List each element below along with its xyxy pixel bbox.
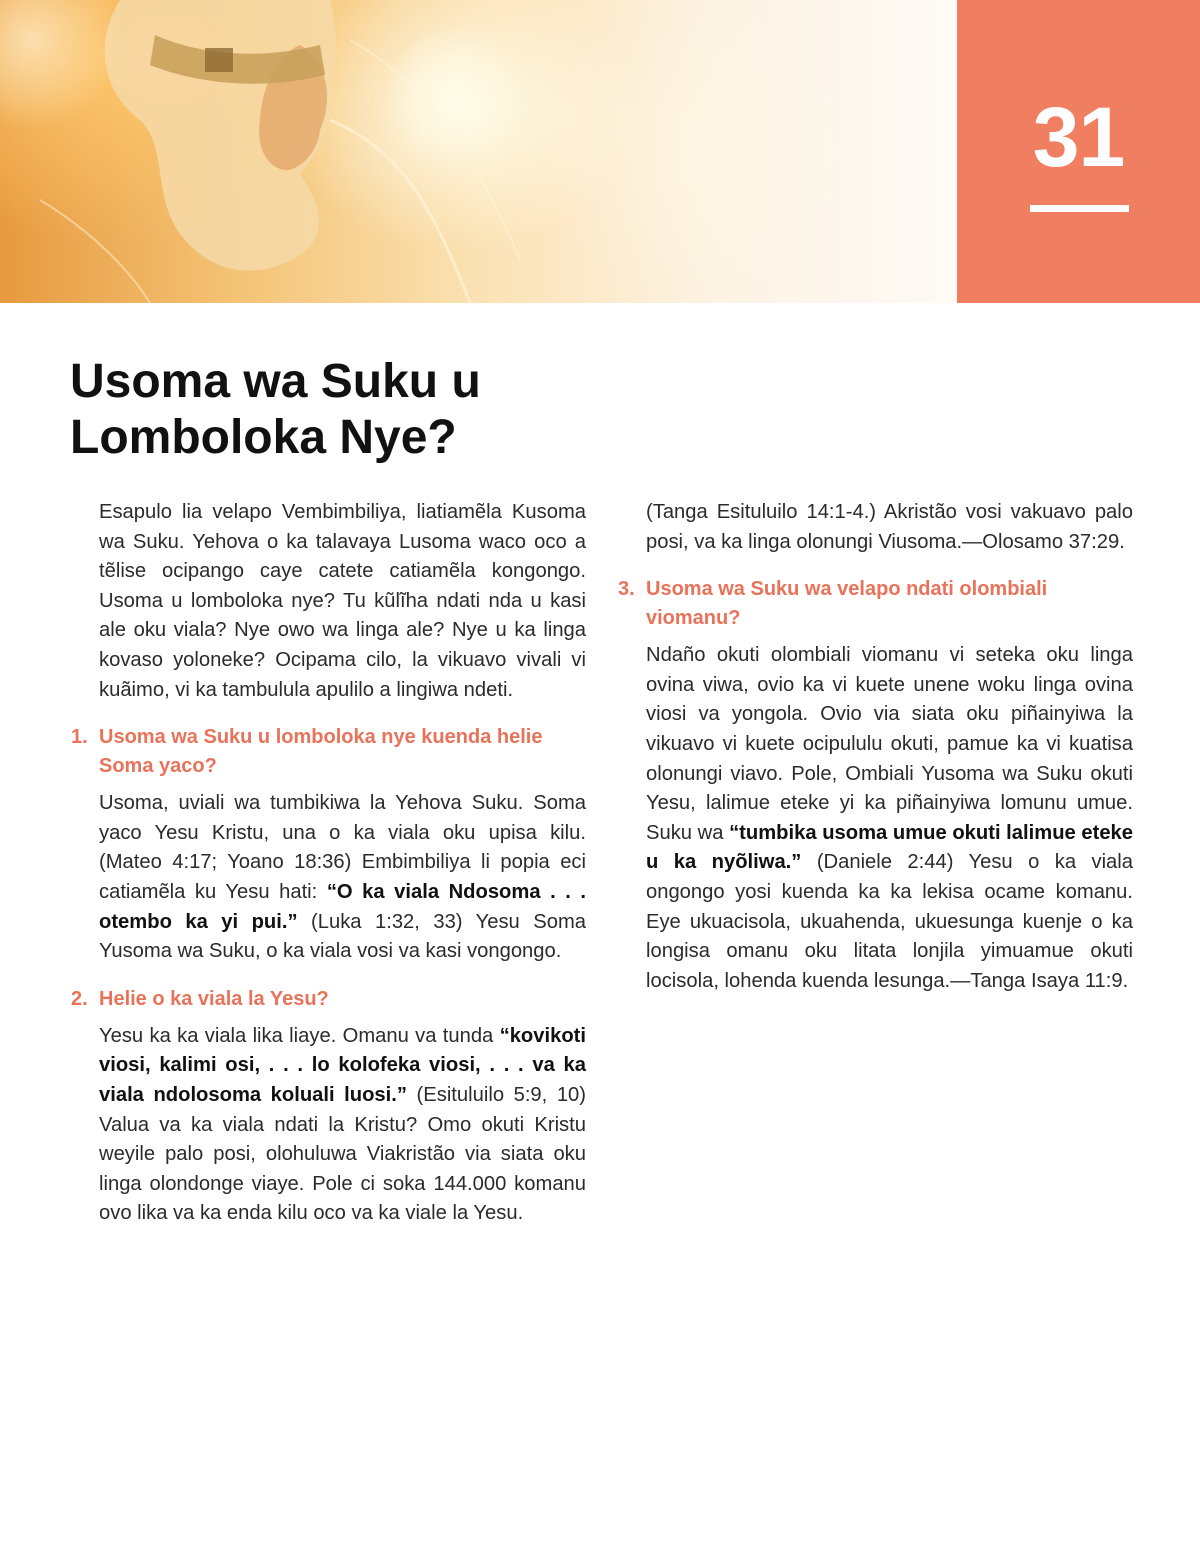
title-line-1: Usoma wa Suku u [70,355,481,408]
question-1 [71,723,586,781]
answer-3-quote: “tumbika usoma umue okuti lalimue eteke u ka nyõliwa.” [646,821,1134,874]
lesson-number: 31 [1032,90,1125,184]
page-title [70,354,670,466]
answer-3 [646,641,1133,996]
answer-1 [99,789,586,967]
lesson-number-underline [1030,205,1129,212]
question-1-number: 1. [71,726,88,749]
title-line-2: Lomboloka Nye? [70,411,457,464]
question-3 [618,575,1133,633]
question-2 [71,985,586,1014]
answer-2 [99,1022,586,1229]
answer-1-quote: “O ka viala Ndosoma . . . otembo ka yi pui.” [99,880,587,933]
question-3-number: 3. [618,578,635,601]
question-2-text: Helie o ka viala la Yesu? [99,987,329,1010]
right-column [618,498,1134,1014]
king-figure-illustration [0,0,957,303]
answer-2-continued: (Tanga Esituluilo 14:1-4.) Akristão vosi vakuavo palo posi, va ka linga olonungi Viusoma.—Olosamo 37:29. [646,501,1133,553]
intro-paragraph: Esapulo lia velapo Vembimbiliya, liatiamẽla Kusoma wa Suku. Yehova o ka talavaya Lusoma waco oco a tẽlise ocipango caye catete catiamẽla kongongo. Usoma u lomboloka nye? Tu kũlĩha ndati nda u kasi ale oku viala? Nye owo wa linga ale? Nye u ka linga kovaso yoloneke? Ocipama cilo, la vikuavo vivali vi kuãimo, vi ka tambulula apulilo a lingiwa ndeti. [99,501,586,701]
answer-2-text-a: Yesu ka ka viala lika liaye. Omanu va tunda [99,1024,500,1047]
question-3-text: Usoma wa Suku wa velapo ndati olombiali viomanu? [646,578,1048,630]
answer-2-text-b: (Esituluilo 5:9, 10) Valua va ka viala ndati la Kristu? Omo okuti Kristu weyile palo posi, olohuluwa Viakristão via siata oku linga olondonge viaye. Pole ci soka 144.000 komanu ovo lika va ka enda kilu oco va ka viale la Yesu. [99,1083,586,1225]
question-2-number: 2. [71,987,88,1010]
answer-1-text-b: (Luka 1:32, 33) Yesu Soma Yusoma wa Suku, o ka viala vosi va kasi vongongo. [99,910,586,963]
answer-2-quote: “kovikoti viosi, kalimi osi, . . . lo kolofeka viosi, . . . va ka viala ndolosoma koluali luosi.” [99,1024,586,1106]
answer-3-text-b: (Daniele 2:44) Yesu o ka viala ongongo yosi kuenda ka ka lekisa ocame komanu. Eye ukuacisola, ukuahenda, ukuesunga kuenje o ka longisa omanu oku litata lonjila yimuamue okuti locisola, lohenda kuenda lesunga.—Tanga Isaya 11:9. [646,851,1133,992]
hero-image [0,0,957,303]
question-1-text: Usoma wa Suku u lomboloka nye kuenda helie Soma yaco? [99,726,543,778]
lesson-number-box [957,0,1200,303]
answer-1-text-a: Usoma, uviali wa tumbikiwa la Yehova Suku. Soma yaco Yesu Kristu, una o ka viala oku upisa kilu. (Mateo 4:17; Yoano 18:36) Embimbiliya li popia eci catiamẽla ku Yesu hati: [99,792,586,903]
answer-3-text-a: Ndaño okuti olombiali viomanu vi seteka oku linga ovina viwa, ovio ka vi kuete unene woku linga ovina viosi va yongola. Ovio via siata oku piñainyiwa la vikuavo vi kuete ocipululu okuti, pamue ka vi kuatisa olonungi viavo. Pole, Ombiali Yusoma wa Suku okuti Yesu, lalimue eteke yi ka piñainyiwa lomunu umue. Suku wa [646,644,1133,844]
left-column [71,498,587,1229]
